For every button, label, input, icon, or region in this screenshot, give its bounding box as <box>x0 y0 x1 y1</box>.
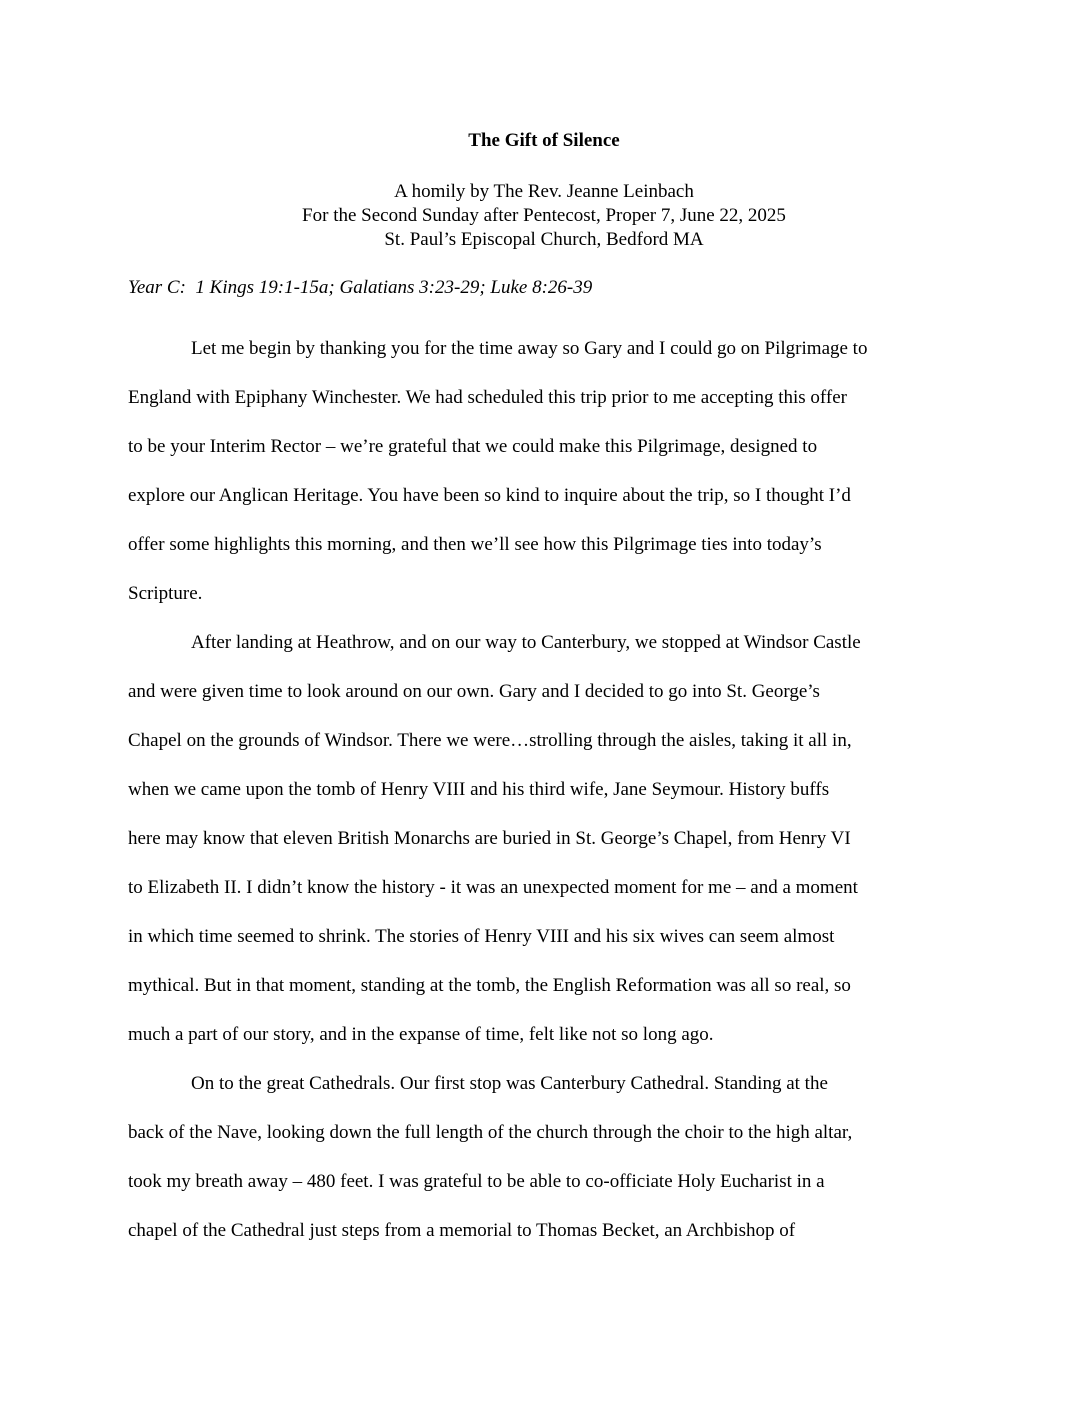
location-line: St. Paul’s Episcopal Church, Bedford MA <box>384 229 704 250</box>
body-line: and were given time to look around on our own. Gary and I decided to go into St. George’s <box>128 681 820 702</box>
homily-body <box>128 324 960 1255</box>
body-line: chapel of the Cathedral just steps from a memorial to Thomas Becket, an Archbishop of <box>128 1220 796 1241</box>
body-line: Scripture. <box>128 583 203 604</box>
body-line: here may know that eleven British Monarchs are buried in St. George’s Chapel, from Henry VI <box>128 828 851 849</box>
scripture-readings: Year C: 1 Kings 19:1-15a; Galatians 3:23-29; Luke 8:26-39 <box>128 277 593 298</box>
body-line-paragraph-start: On to the great Cathedrals. Our first stop was Canterbury Cathedral. Standing at the <box>191 1073 828 1094</box>
body-line: mythical. But in that moment, standing at the tomb, the English Reformation was all so real, so <box>128 975 851 996</box>
body-line: to be your Interim Rector – we’re grateful that we could make this Pilgrimage, designed to <box>128 436 818 457</box>
body-line: to Elizabeth II. I didn’t know the history - it was an unexpected moment for me – and a moment <box>128 877 858 898</box>
document-title: The Gift of Silence <box>468 130 620 151</box>
body-line-paragraph-start: Let me begin by thanking you for the time away so Gary and I could go on Pilgrimage to <box>191 338 868 359</box>
body-line: much a part of our story, and in the expanse of time, felt like not so long ago. <box>128 1024 714 1045</box>
body-line: in which time seemed to shrink. The stories of Henry VIII and his six wives can seem almost <box>128 926 835 947</box>
body-line: England with Epiphany Winchester. We had scheduled this trip prior to me accepting this offer <box>128 387 848 408</box>
body-line: offer some highlights this morning, and then we’ll see how this Pilgrimage ties into today’s <box>128 534 822 555</box>
body-line-paragraph-start: After landing at Heathrow, and on our way to Canterbury, we stopped at Windsor Castle <box>191 632 861 653</box>
body-line: Chapel on the grounds of Windsor. There we were…strolling through the aisles, taking it all in, <box>128 730 852 751</box>
occasion-line: For the Second Sunday after Pentecost, Proper 7, June 22, 2025 <box>302 205 786 226</box>
homily-header <box>0 180 1088 252</box>
body-line: took my breath away – 480 feet. I was grateful to be able to co-officiate Holy Eucharist in a <box>128 1171 825 1192</box>
body-line: back of the Nave, looking down the full length of the church through the choir to the high altar, <box>128 1122 853 1143</box>
body-line: when we came upon the tomb of Henry VIII and his third wife, Jane Seymour. History buffs <box>128 779 830 800</box>
body-line: explore our Anglican Heritage. You have been so kind to inquire about the trip, so I thought I’d <box>128 485 851 506</box>
byline: A homily by The Rev. Jeanne Leinbach <box>394 181 694 202</box>
